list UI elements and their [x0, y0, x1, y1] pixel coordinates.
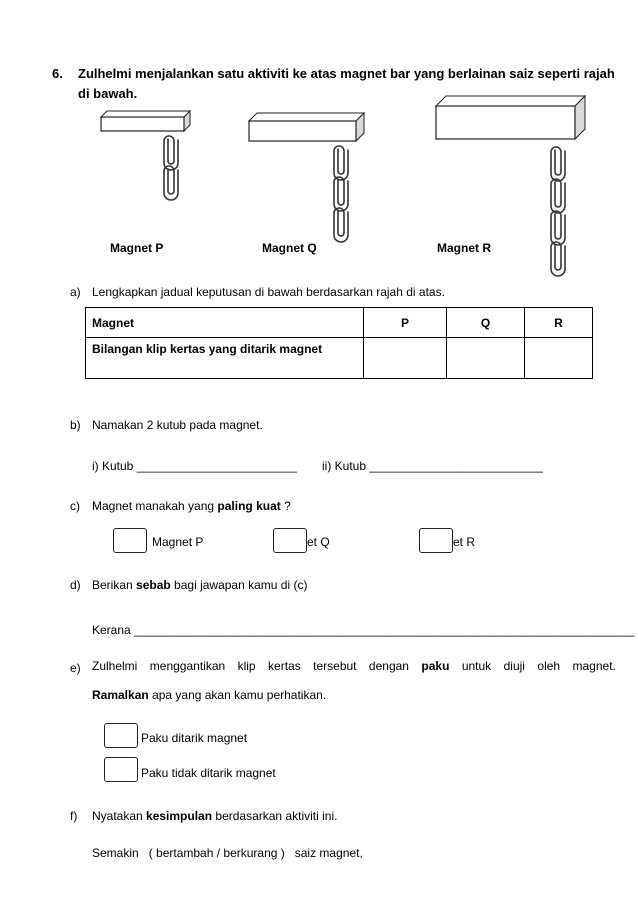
- question-number: 6.: [52, 66, 63, 81]
- table-row: [86, 338, 593, 379]
- part-e-word: tersebut: [313, 659, 357, 673]
- part-f-text: [92, 807, 337, 825]
- table-header-p: P: [364, 308, 447, 338]
- part-f-letter: f): [70, 809, 78, 823]
- checkbox-magnet-r[interactable]: [419, 528, 453, 553]
- paper-clip: [164, 136, 178, 170]
- part-d-text-before: Berikan: [92, 578, 137, 592]
- part-f-text-after: berdasarkan aktiviti ini.: [212, 809, 338, 823]
- option-paku-ditarik: Paku ditarik magnet: [141, 731, 248, 745]
- table-header-q: Q: [447, 308, 525, 338]
- checkbox-paku-tidak-ditarik[interactable]: [104, 757, 138, 782]
- question-text-line2: di bawah.: [78, 86, 138, 101]
- part-d-text: [92, 576, 307, 594]
- option-magnet-q: et Q: [307, 535, 330, 549]
- magnet-p-clips: [164, 136, 178, 200]
- part-e-keyword-paku: paku: [421, 659, 450, 673]
- part-d-text-after: bagi jawapan kamu di (c): [170, 578, 308, 592]
- part-e-word: dengan: [368, 659, 409, 673]
- paper-clip: [551, 211, 565, 245]
- reason-answer-line[interactable]: Kerana ___________________________________________________________________________: [92, 623, 635, 637]
- results-table: [85, 307, 593, 379]
- part-e-word: magnet.: [572, 659, 616, 673]
- part-e-word: menggantikan: [149, 659, 226, 673]
- part-e-word: Zulhelmi: [92, 659, 138, 673]
- part-e-keyword-ramalkan: Ramalkan: [92, 688, 149, 702]
- table-header-r: R: [525, 308, 593, 338]
- part-c-keyword: paling kuat: [217, 499, 281, 513]
- table-row: [86, 308, 593, 338]
- checkbox-magnet-p[interactable]: [113, 528, 147, 553]
- part-d-letter: d): [70, 578, 81, 592]
- part-e-text-line2: [92, 686, 326, 704]
- part-c-text-after: ?: [280, 499, 291, 513]
- paper-clip: [551, 147, 565, 181]
- paper-clip: [164, 166, 178, 200]
- part-e-letter: e): [70, 661, 81, 675]
- part-f-keyword: kesimpulan: [146, 809, 213, 823]
- part-e-word: oleh: [537, 659, 561, 673]
- paper-clip: [551, 242, 565, 276]
- part-a-text: Lengkapkan jadual keputusan di bawah berdasarkan rajah di atas.: [92, 285, 445, 299]
- answer-cell-r[interactable]: [525, 338, 593, 379]
- magnet-r-bar: [436, 96, 585, 139]
- paper-clip: [334, 208, 348, 242]
- table-header-magnet: Magnet: [86, 308, 364, 338]
- question-text-line1: Zulhelmi menjalankan satu aktiviti ke atas magnet bar yang berlainan saiz seperti rajah: [78, 66, 615, 81]
- paper-clip: [334, 146, 348, 180]
- part-d-keyword: sebab: [136, 578, 171, 592]
- conclusion-line[interactable]: Semakin ( bertambah / berkurang ) saiz magnet,: [92, 846, 363, 860]
- part-e-word: klip: [237, 659, 256, 673]
- part-e-word: untuk: [461, 659, 492, 673]
- magnet-q-clips: [334, 146, 348, 242]
- magnet-q-label: Magnet Q: [262, 241, 317, 255]
- pole-answer-1[interactable]: i) Kutub ________________________: [92, 459, 297, 473]
- magnet-r-clips: [551, 147, 565, 276]
- magnet-figure: [0, 0, 638, 290]
- checkbox-magnet-q[interactable]: [273, 528, 307, 553]
- paper-clip: [334, 177, 348, 211]
- option-magnet-p: Magnet P: [152, 535, 204, 549]
- part-c-text-before: Magnet manakah yang: [92, 499, 218, 513]
- magnet-p-label: Magnet P: [110, 241, 164, 255]
- checkbox-paku-ditarik[interactable]: [104, 723, 138, 748]
- part-b-letter: b): [70, 418, 81, 432]
- answer-cell-q[interactable]: [447, 338, 525, 379]
- table-row-label: Bilangan klip kertas yang ditarik magnet: [86, 338, 364, 379]
- part-f-text-before: Nyatakan: [92, 809, 147, 823]
- part-c-letter: c): [70, 499, 80, 513]
- part-e-text-rest: apa yang akan kamu perhatikan.: [148, 688, 327, 702]
- magnet-q-bar: [249, 113, 364, 141]
- magnet-r-label: Magnet R: [437, 241, 491, 255]
- part-e-word: diuji: [503, 659, 525, 673]
- part-b-text: Namakan 2 kutub pada magnet.: [92, 418, 263, 432]
- part-e-word: kertas: [268, 659, 301, 673]
- pole-answer-2[interactable]: ii) Kutub __________________________: [322, 459, 543, 473]
- part-c-text: [92, 497, 291, 515]
- magnet-p-bar: [101, 111, 190, 131]
- option-magnet-r: et R: [453, 535, 476, 549]
- answer-cell-p[interactable]: [364, 338, 447, 379]
- part-a-letter: a): [70, 285, 81, 299]
- paper-clip: [551, 179, 565, 213]
- option-paku-tidak-ditarik: Paku tidak ditarik magnet: [141, 766, 276, 780]
- part-e-text-line1: [92, 659, 616, 673]
